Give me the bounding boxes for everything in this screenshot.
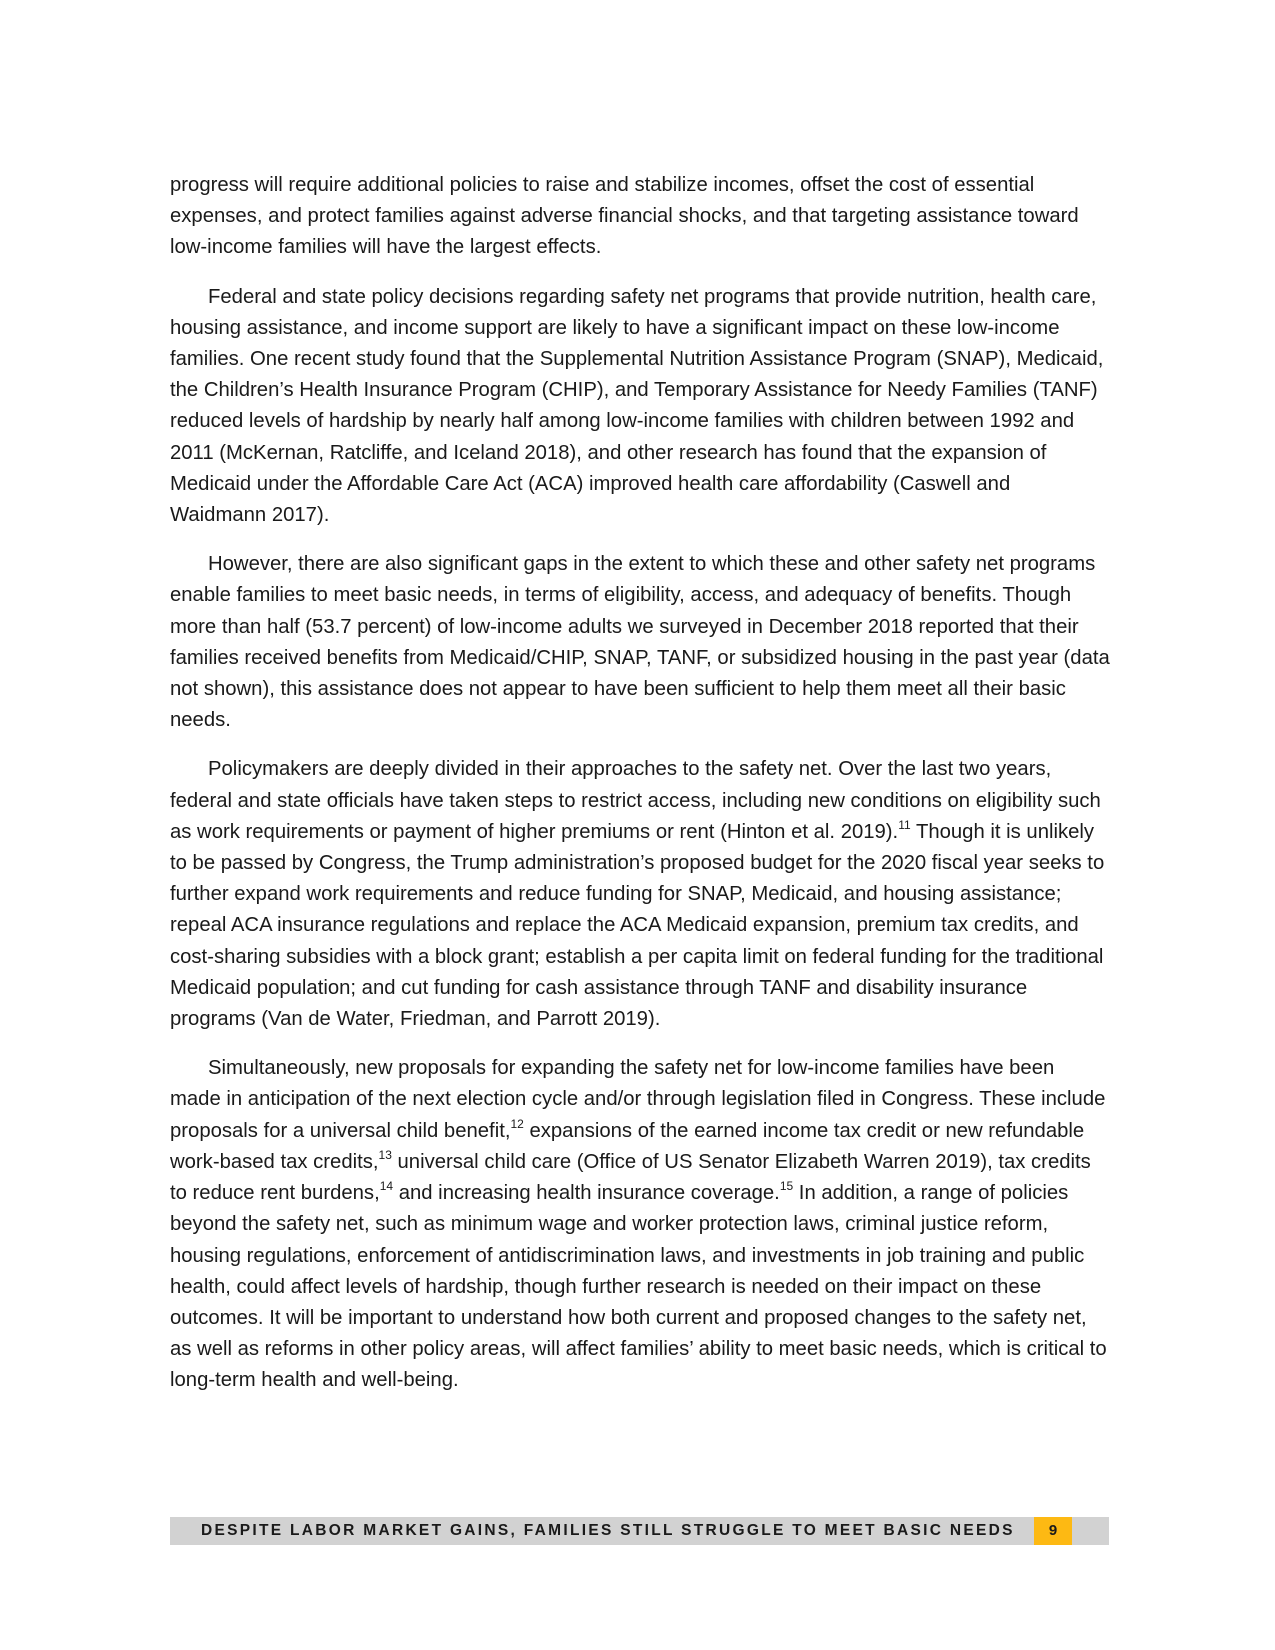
- paragraph-1-text: progress will require additional policies to raise and stabilize incomes, offset the cost of essential expenses, and protect families against adverse financial shocks, and that targeting assistance toward low-income families will have the largest effects.: [170, 174, 1079, 259]
- paragraph-3-text: However, there are also significant gaps in the extent to which these and other safety net programs enable families to meet basic needs, in terms of eligibility, access, and adequacy of benefits. Though more than half (53.7 percent) of low-income adults we surveyed in December 2018 reported that their families received benefits from Medicaid/CHIP, SNAP, TANF, or subsidized housing in the past year (data not shown), this assistance does not appear to have been sufficient to help them meet all their basic needs.: [170, 553, 1110, 732]
- paragraph-2-text: Federal and state policy decisions regarding safety net programs that provide nutrition, health care, housing assistance, and income support are likely to have a significant impact on these low-income families. One recent study found that the Supplemental Nutrition Assistance Program (SNAP), Medicaid, the Children’s Health Insurance Program (CHIP), and Temporary Assistance for Needy Families (TANF) reduced levels of hardship by nearly half among low-income families with children between 1992 and 2011 (McKernan, Ratcliffe, and Iceland 2018), and other research has found that the expansion of Medicaid under the Affordable Care Act (ACA) improved health care affordability (Caswell and Waidmann 2017).: [170, 285, 1104, 527]
- paragraph-3: [170, 549, 1110, 736]
- paragraph-5-text-3: universal child care (Office of US Senator Elizabeth Warren 2019), tax credits to reduce rent burdens,: [170, 1150, 1091, 1205]
- paragraph-5-text-4: and increasing health insurance coverage.: [393, 1182, 780, 1205]
- paragraph-2: [170, 282, 1110, 532]
- footnote-ref-14[interactable]: 14: [379, 1179, 394, 1194]
- paragraph-1: [170, 170, 1110, 264]
- paragraph-5-text-5: In addition, a range of policies beyond the safety net, such as minimum wage and worker protection laws, criminal justice reform, housing regulations, enforcement of antidiscrimination laws, and investments in job training and public health, could affect levels of hardship, though further research is needed on their impact on these outcomes. It will be important to understand how both current and proposed changes to the safety net, as well as reforms in other policy areas, will affect families’ ability to meet basic needs, which is critical to long-term health and well-being.: [170, 1182, 1107, 1392]
- paragraph-4-text-2: Though it is unlikely to be passed by Congress, the Trump administration’s proposed budget for the 2020 fiscal year seeks to further expand work requirements and reduce funding for SNAP, Medicaid, and housing assistance; repeal ACA insurance regulations and replace the ACA Medicaid expansion, premium tax credits, and cost-sharing subsidies with a block grant; establish a per capita limit on federal funding for the traditional Medicaid population; and cut funding for cash assistance through TANF and disability insurance programs (Van de Water, Friedman, and Parrott 2019).: [170, 820, 1105, 1031]
- paragraph-4-text-1: Policymakers are deeply divided in their approaches to the safety net. Over the last two years, federal and state officials have taken steps to restrict access, including new conditions on eligibility such as work requirements or payment of higher premiums or rent (Hinton et al. 2019).: [170, 758, 1101, 843]
- page-footer: [170, 1517, 1109, 1545]
- footnote-ref-15[interactable]: 15: [779, 1179, 794, 1194]
- footnote-ref-11[interactable]: 11: [898, 817, 911, 832]
- footnote-ref-12[interactable]: 12: [510, 1116, 524, 1131]
- paragraph-5-text-1: Simultaneously, new proposals for expanding the safety net for low-income families have been made in anticipation of the next election cycle and/or through legislation filed in Congress. These include proposals for a universal child benefit,: [170, 1057, 1106, 1142]
- page-number-badge: 9: [1034, 1517, 1072, 1545]
- paragraph-5-text-2: expansions of the earned income tax credit or new refundable work-based tax credits,: [170, 1119, 1085, 1173]
- document-body: [170, 170, 1110, 1415]
- footer-title: DESPITE LABOR MARKET GAINS, FAMILIES STILL STRUGGLE TO MEET BASIC NEEDS: [201, 1522, 1015, 1539]
- paragraph-5: [170, 1053, 1110, 1396]
- footnote-ref-13[interactable]: 13: [378, 1147, 392, 1162]
- paragraph-4: [170, 754, 1110, 1035]
